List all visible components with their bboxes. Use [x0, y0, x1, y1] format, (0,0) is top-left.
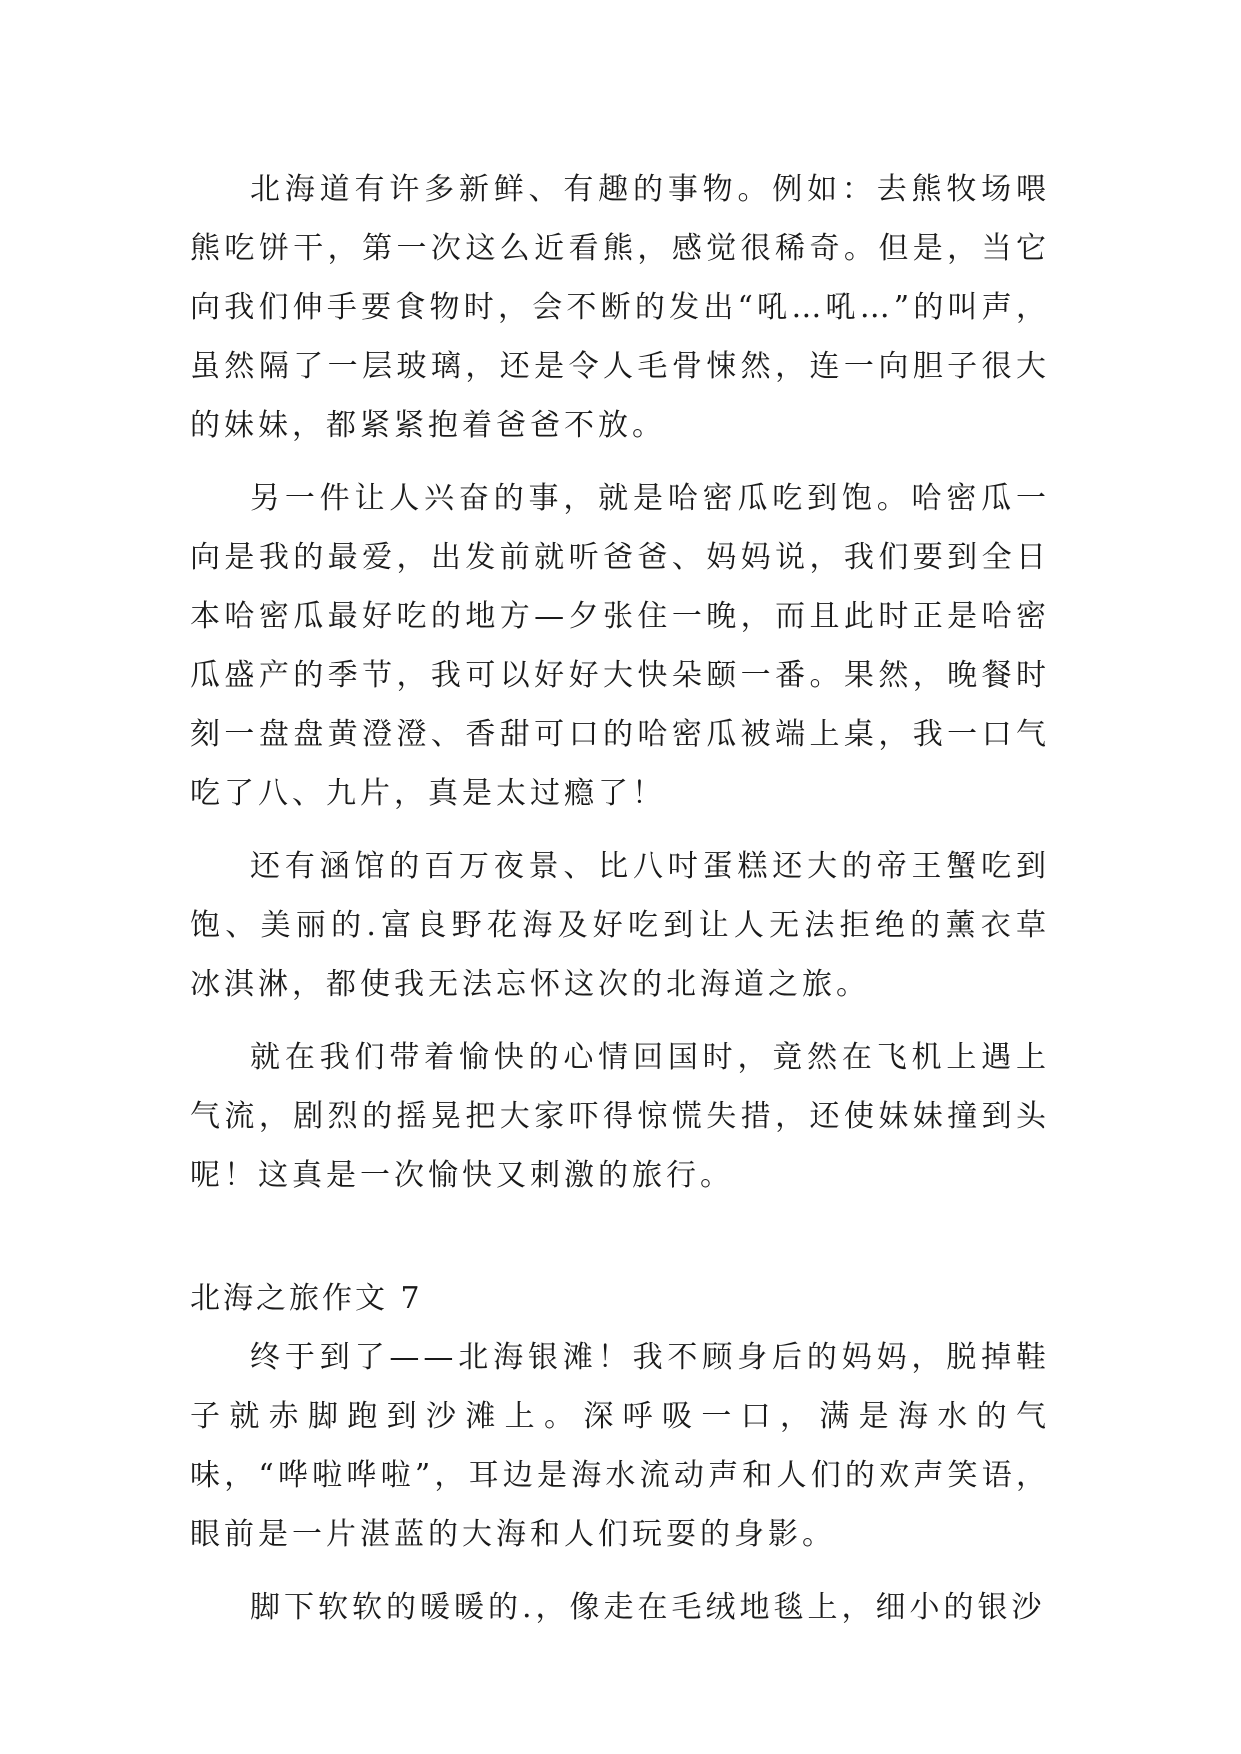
paragraph-soft-sand: 脚下软软的暖暖的.，像走在毛绒地毯上，细小的银沙	[250, 1590, 1046, 1625]
paragraph-night-view: 还有涵馆的百万夜景、比八吋蛋糕还大的帝王蟹吃到饱、美丽的.富良野花海及好吃到让人无法拒绝的薰衣草冰淇淋，都使我无法忘怀这次的北海道之旅。	[190, 849, 1050, 1002]
essay-heading: 北海之旅作文 7	[190, 1281, 423, 1316]
document-page	[190, 160, 1050, 1700]
paragraph-melon: 另一件让人兴奋的事，就是哈密瓜吃到饱。哈密瓜一向是我的最爱，出发前就听爸爸、妈妈说，我们要到全日本哈密瓜最好吃的地方—夕张住一晚，而且此时正是哈密瓜盛产的季节，我可以好好大快朵颐一番。果然，晚餐时刻一盘盘黄澄澄、香甜可口的哈密瓜被端上桌，我一口气吃了八、九片，真是太过瘾了！	[190, 481, 1050, 811]
paragraph-return-flight: 就在我们带着愉快的心情回国时，竟然在飞机上遇上气流，剧烈的摇晃把大家吓得惊慌失措，还使妹妹撞到头呢！这真是一次愉快又刺激的旅行。	[190, 1040, 1050, 1193]
paragraph-bear-ranch: 北海道有许多新鲜、有趣的事物。例如：去熊牧场喂熊吃饼干，第一次这么近看熊，感觉很稀奇。但是，当它向我们伸手要食物时，会不断的发出“吼…吼…”的叫声，虽然隔了一层玻璃，还是令人毛骨悚然，连一向胆子很大的妹妹，都紧紧抱着爸爸不放。	[190, 172, 1050, 443]
paragraph-silver-beach: 终于到了——北海银滩！我不顾身后的妈妈，脱掉鞋子就赤脚跑到沙滩上。深呼吸一口，满是海水的气味，“哗啦哗啦”，耳边是海水流动声和人们的欢声笑语，眼前是一片湛蓝的大海和人们玩耍的身影。	[190, 1340, 1050, 1552]
